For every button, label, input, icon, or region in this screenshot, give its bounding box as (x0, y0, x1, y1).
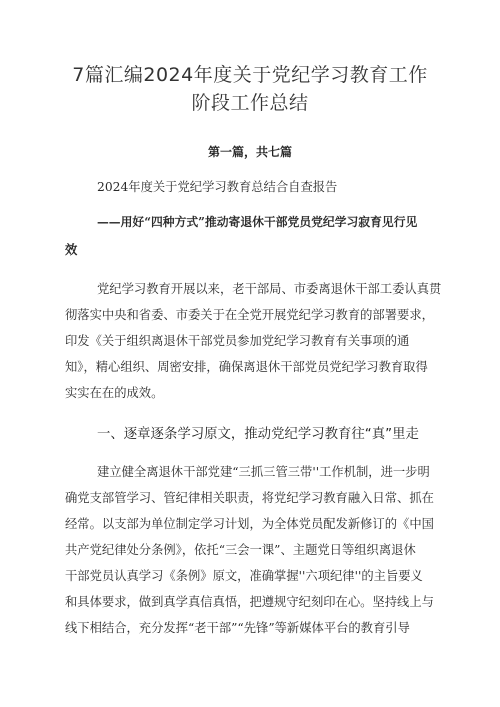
paragraph-2-line: 共产党纪律处分条例》，依托“三会一课”、主题党日等组织离退休 (65, 543, 416, 557)
paragraph-2-line: 经常。以支部为单位制定学习计划，为全体党员配发新修订的《中国 (65, 517, 434, 531)
section-1-heading: 一、逐章逐条学习原文，推动党纪学习教育往“真”里走 (97, 427, 419, 442)
document-title-line-2: 阶段工作总结 (191, 92, 309, 114)
paragraph-2-line: 建立健全离退休干部党建“三抓三管三带''工作机制，进一步明 (97, 465, 430, 479)
report-subtitle-line-1: ——用好“四种方式”推动寄退休干部党员党纪学习寂育见行见 (97, 215, 418, 229)
paragraph-1-line: 知》，精心组织、周密安排，确保离退休干部党员党纪学习教育取得 (65, 360, 428, 374)
document-title-line-1: 7篇汇编2024年度关于党纪学习教育工作 (72, 64, 428, 86)
paragraph-2-line: 和具体要求，做到真学真信真悟，把遵规守纪刻印在心。坚持线上与 (65, 595, 434, 609)
part-label: 第一篇，共七篇 (207, 145, 292, 159)
paragraph-2-line: 干部党员认真学习《条例》原文，准确掌握''六项纪律''的主旨要义 (65, 569, 423, 583)
paragraph-1-line: 党纪学习教育开展以来，老干部局、市委离退休干部工委认真贯 (97, 282, 442, 296)
paragraph-1-line: 印发《关于组织离退休干部党员参加党纪学习教育有关事项的通 (65, 334, 410, 348)
report-title: 2024年度关于党纪学习教育总结合自查报告 (97, 180, 338, 194)
paragraph-1-line: 实实在在的成效。 (65, 386, 164, 400)
paragraph-2-line: 线下相结合，充分发挥“老干部”“先锋”等新媒体平台的教育引导 (65, 621, 410, 635)
report-subtitle-line-2: 效 (65, 242, 78, 257)
paragraph-1-line: 彻落实中央和省委、市委关于在全党开展党纪学习教育的部署要求， (65, 308, 434, 322)
paragraph-2-line: 确党支部管学习、管纪律相关职责，将党纪学习教育融入日常、抓在 (65, 491, 434, 505)
